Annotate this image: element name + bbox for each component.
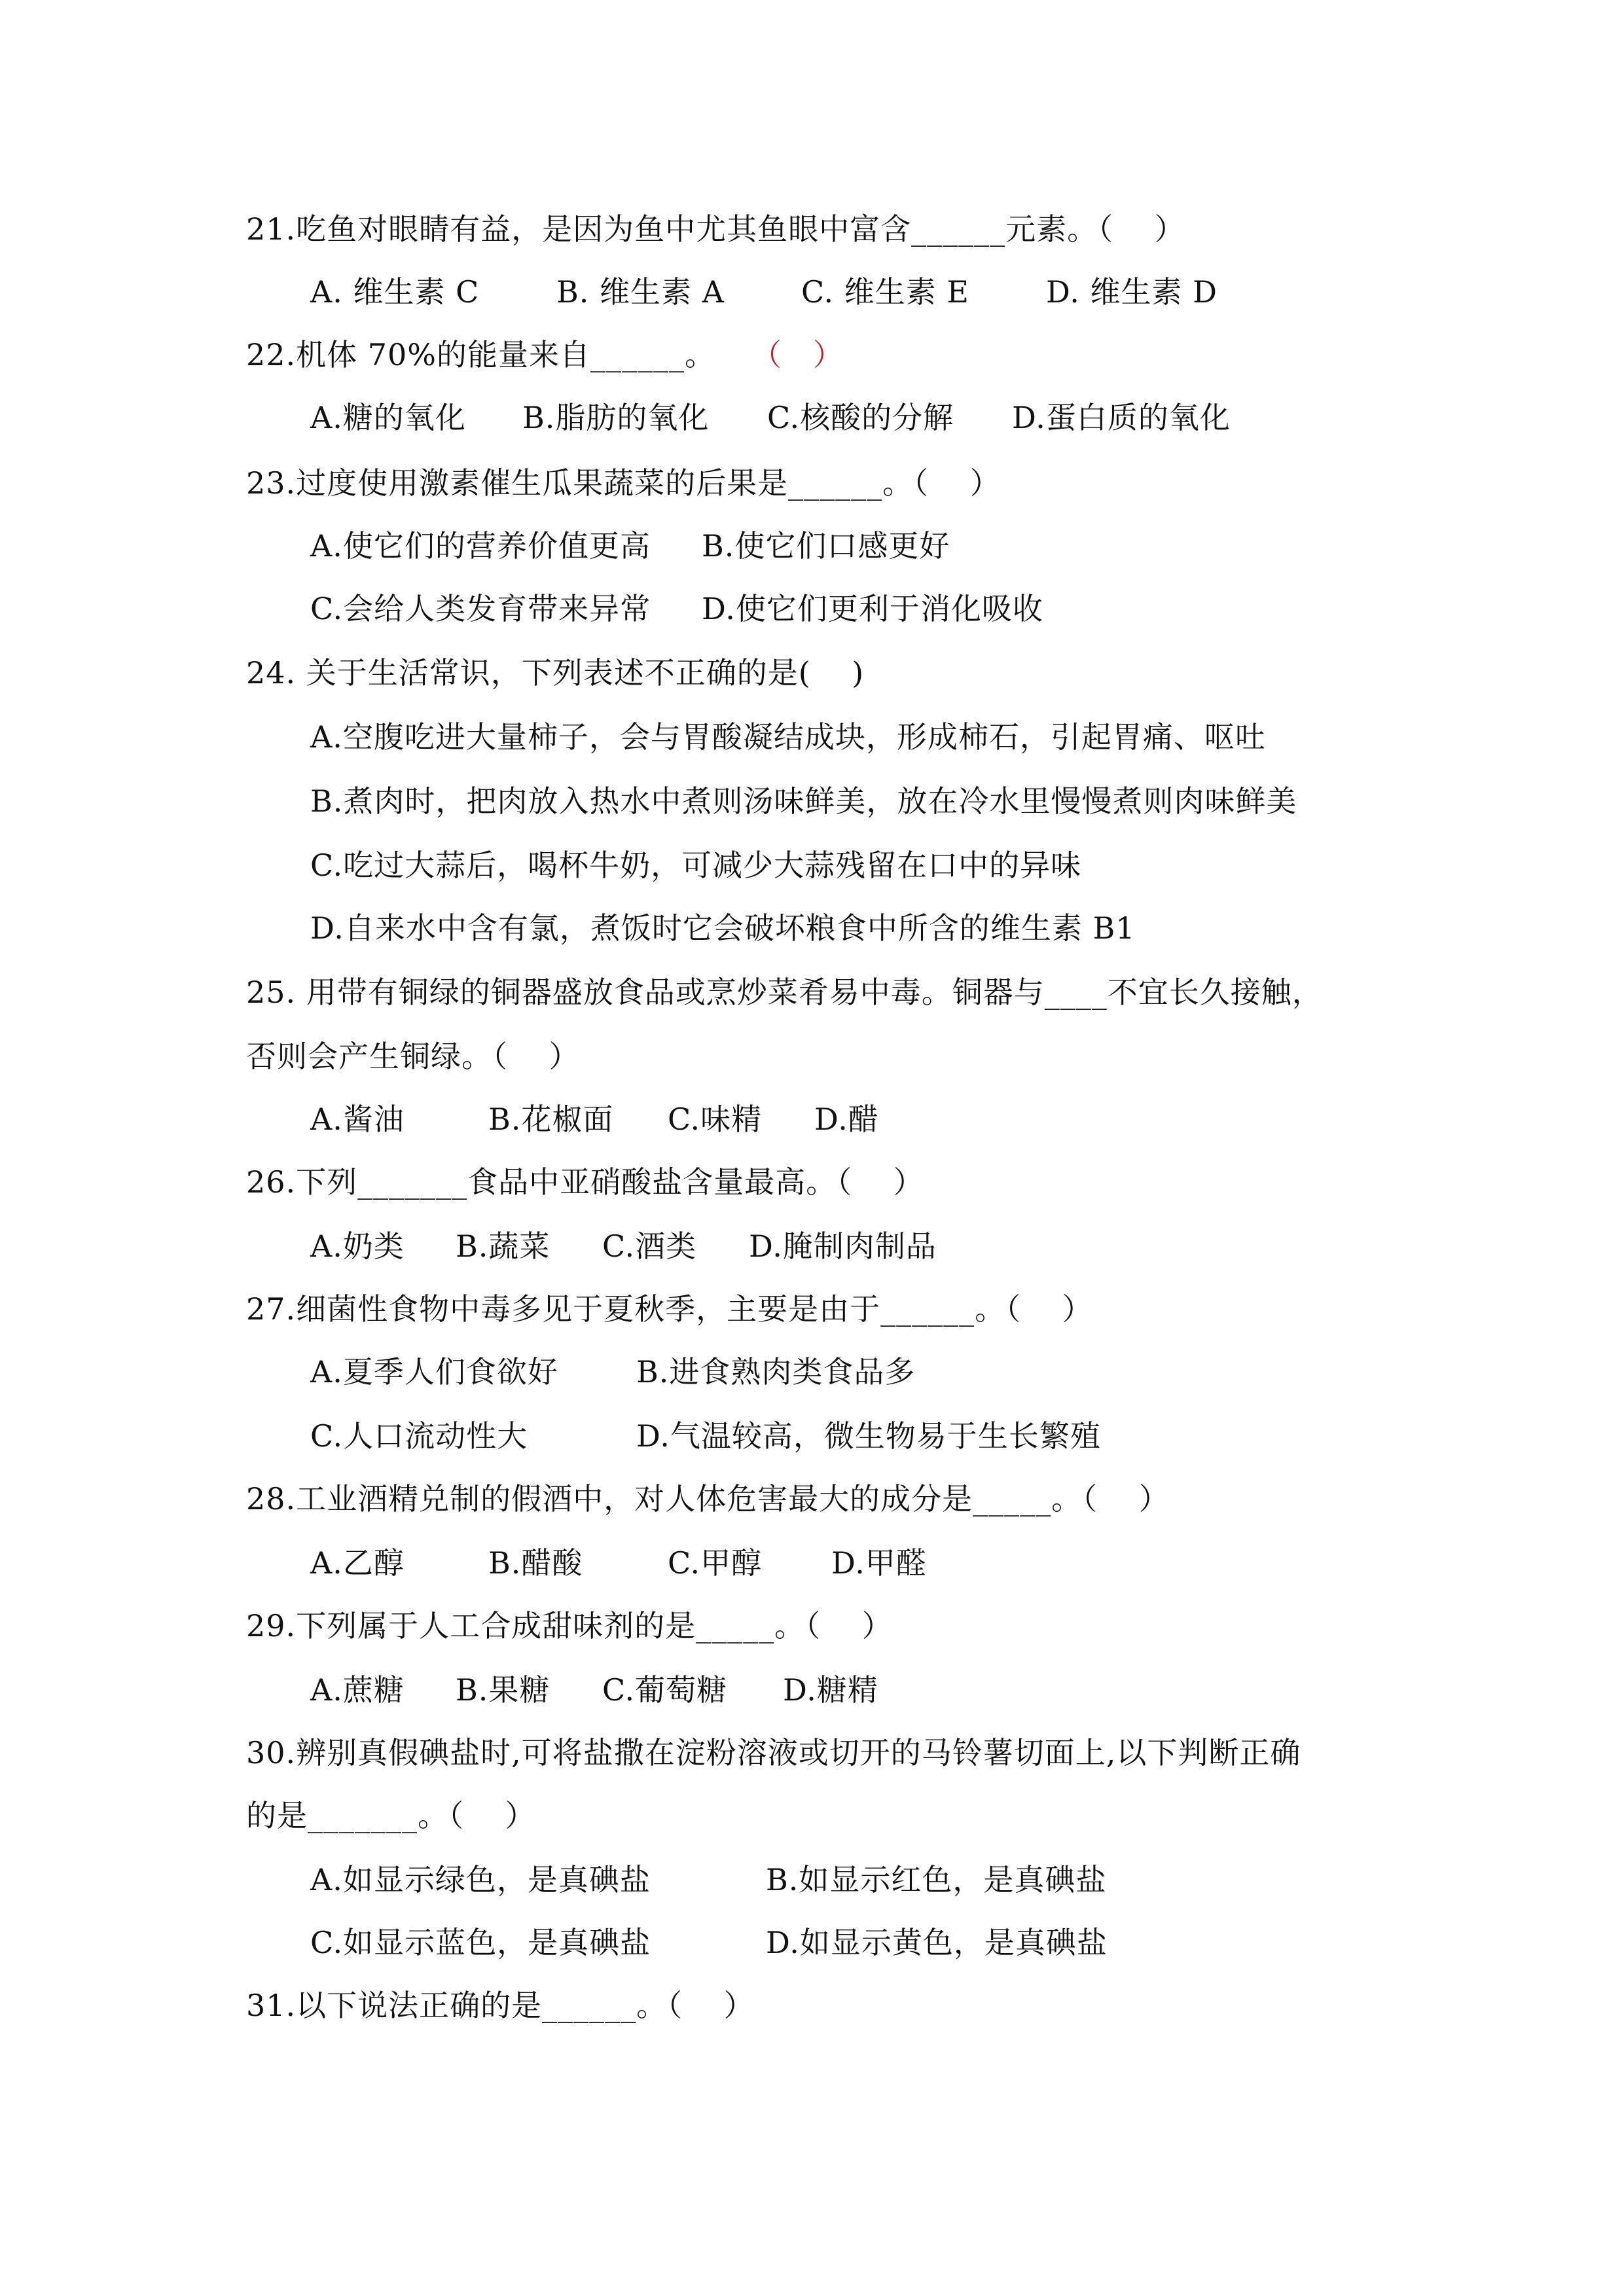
question-24-stem: 24. 关于生活常识，下列表述不正确的是( ) bbox=[246, 655, 865, 691]
answer-paren-red: （ ） bbox=[751, 337, 844, 372]
question-31-stem: 31.以下说法正确的是______。（ ） bbox=[246, 1988, 755, 2023]
option-b: B.醋酸 bbox=[488, 1545, 583, 1581]
option-b: B.脂肪的氧化 bbox=[522, 400, 710, 435]
option-b: B.使它们口感更好 bbox=[702, 528, 950, 564]
option-a: A.乙醇 bbox=[310, 1545, 405, 1581]
option-a: A.蔗糖 bbox=[310, 1672, 405, 1708]
option-a: A.夏季人们食欲好 bbox=[310, 1354, 558, 1390]
option-c: C.会给人类发育带来异常 bbox=[310, 591, 651, 626]
question-23-stem: 23.过度使用激素催生瓜果蔬菜的后果是______。（ ） bbox=[246, 465, 1001, 501]
option-a: A.酱油 bbox=[310, 1102, 405, 1137]
option-c: C.葡萄糖 bbox=[602, 1672, 728, 1708]
option-b: B.进食熟肉类食品多 bbox=[636, 1354, 916, 1390]
question-24-option-a: A.空腹吃进大量柿子，会与胃酸凝结成块，形成柿石，引起胃痛、呕吐 bbox=[310, 719, 1266, 755]
option-d: D.气温较高，微生物易于生长繁殖 bbox=[636, 1418, 1101, 1454]
option-a: A.使它们的营养价值更高 bbox=[310, 528, 651, 564]
option-b: B.果糖 bbox=[456, 1672, 550, 1708]
option-c: C.核酸的分解 bbox=[767, 400, 954, 435]
question-25-stem-cont: 否则会产生铜绿。（ ） bbox=[246, 1039, 580, 1074]
option-a: A.奶类 bbox=[310, 1229, 405, 1264]
option-c: C. 维生素 E bbox=[801, 274, 970, 310]
question-25-stem: 25. 用带有铜绿的铜器盛放食品或烹炒菜肴易中毒。铜器与____不宜长久接触， bbox=[246, 975, 1323, 1010]
option-d: D.如显示黄色，是真碘盐 bbox=[766, 1925, 1108, 1960]
question-30-stem-cont: 的是_______。（ ） bbox=[246, 1798, 536, 1833]
question-29-stem: 29.下列属于人工合成甜味剂的是_____。（ ） bbox=[246, 1608, 893, 1643]
option-c: C.甲醇 bbox=[668, 1545, 763, 1581]
option-b: B.蔬菜 bbox=[456, 1229, 550, 1264]
option-a: A.糖的氧化 bbox=[310, 400, 466, 435]
question-24-option-c: C.吃过大蒜后，喝杯牛奶，可减少大蒜残留在口中的异味 bbox=[310, 848, 1082, 883]
question-24-option-d: D.自来水中含有氯，煮饭时它会破坏粮食中所含的维生素 B1 bbox=[310, 910, 1136, 946]
option-d: D.甲醛 bbox=[831, 1545, 927, 1581]
option-b: B.如显示红色，是真碘盐 bbox=[766, 1862, 1107, 1897]
option-d: D.糖精 bbox=[783, 1672, 878, 1708]
option-a: A. 维生素 C bbox=[310, 274, 480, 310]
option-c: C.如显示蓝色，是真碘盐 bbox=[310, 1925, 651, 1960]
question-21-stem: 21.吃鱼对眼睛有益，是因为鱼中尤其鱼眼中富含______元素。（ ） bbox=[246, 211, 1185, 247]
question-22-stem: 22.机体 70%的能量来自______。 bbox=[246, 337, 716, 372]
option-b: B. 维生素 A bbox=[556, 274, 725, 310]
option-b: B.花椒面 bbox=[488, 1102, 614, 1137]
question-30-stem: 30.辨别真假碘盐时,可将盐撒在淀粉溶液或切开的马铃薯切面上,以下判断正确 bbox=[246, 1735, 1301, 1770]
option-c: C.人口流动性大 bbox=[310, 1418, 528, 1454]
question-26-stem: 26.下列_______食品中亚硝酸盐含量最高。（ ） bbox=[246, 1164, 924, 1200]
option-c: C.味精 bbox=[668, 1102, 763, 1137]
option-d: D.腌制肉制品 bbox=[749, 1229, 937, 1264]
option-d: D.醋 bbox=[814, 1102, 879, 1137]
question-27-stem: 27.细菌性食物中毒多见于夏秋季，主要是由于______。（ ） bbox=[246, 1291, 1093, 1327]
question-24-option-b: B.煮肉时，把肉放入热水中煮则汤味鲜美，放在冷水里慢慢煮则肉味鲜美 bbox=[310, 783, 1297, 819]
option-d: D.使它们更利于消化吸收 bbox=[702, 591, 1043, 626]
question-28-stem: 28.工业酒精兑制的假酒中，对人体危害最大的成分是_____。（ ） bbox=[246, 1481, 1170, 1516]
option-a: A.如显示绿色，是真碘盐 bbox=[310, 1862, 651, 1897]
option-d: D.蛋白质的氧化 bbox=[1012, 400, 1231, 435]
option-c: C.酒类 bbox=[602, 1229, 697, 1264]
option-d: D. 维生素 D bbox=[1046, 274, 1218, 310]
